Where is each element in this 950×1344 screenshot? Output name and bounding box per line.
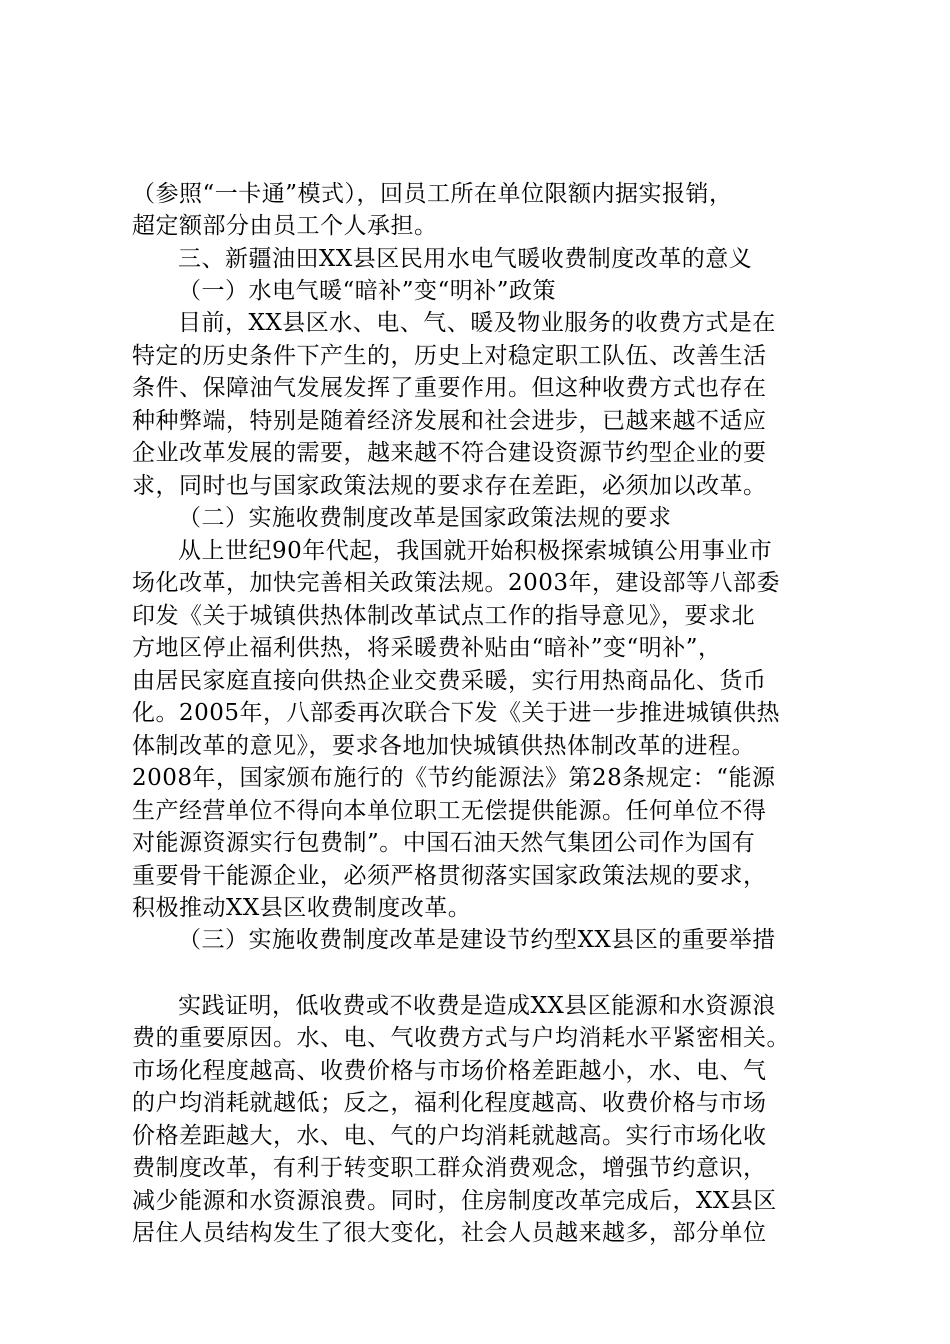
paragraph-line: 减少能源和水资源浪费。同时，住房制度改革完成后，XX县区 — [132, 1188, 777, 1214]
paragraph-line: 由居民家庭直接向供热企业交费采暖，实行用热商品化、货币 — [132, 668, 767, 694]
paragraph-line: 2008年，国家颁布施行的《节约能源法》第28条规定：“能源 — [132, 765, 776, 791]
paragraph-line: 市场化程度越高、收费价格与市场价格差距越小，水、电、气 — [132, 1058, 767, 1084]
paragraph-line: 场化改革，加快完善相关政策法规。2003年，建设部等八部委 — [132, 570, 781, 596]
paragraph-line: 体制改革的意见》，要求各地加快城镇供热体制改革的进程。 — [132, 733, 755, 759]
paragraph-line: 费制度改革，有利于转变职工群众消费观念，增强节约意识， — [132, 1155, 767, 1181]
paragraph-line: 方地区停止福利供热，将采暖费补贴由“暗补”变“明补”， — [132, 635, 722, 661]
paragraph-line: 实践证明，低收费或不收费是造成XX县区能源和水资源浪 — [178, 993, 776, 1019]
paragraph-line: 企业改革发展的需要，越来越不符合建设资源节约型企业的要 — [132, 440, 767, 466]
paragraph-line: 的户均消耗就越低；反之，福利化程度越高、收费价格与市场 — [132, 1090, 767, 1116]
subsection-heading: （二）实施收费制度改革是国家政策法规的要求 — [178, 505, 672, 531]
paragraph-line: 超定额部分由员工个人承担。 — [132, 213, 438, 239]
paragraph-line: 特定的历史条件下产生的，历史上对稳定职工队伍、改善生活 — [132, 343, 767, 369]
paragraph-line: 求，同时也与国家政策法规的要求存在差距，必须加以改革。 — [132, 473, 767, 499]
paragraph-line: （参照“一卡通”模式），回员工所在单位限额内据实报销， — [132, 181, 733, 207]
subsection-heading: （三）实施收费制度改革是建设节约型XX县区的重要举措 — [178, 927, 776, 953]
paragraph-line: 费的重要原因。水、电、气收费方式与户均消耗水平紧密相关。 — [132, 1025, 790, 1051]
subsection-heading: （一）水电气暖“暗补”变“明补”政策 — [178, 278, 557, 304]
paragraph-line: 价格差距越大，水、电、气的户均消耗就越高。实行市场化收 — [132, 1123, 767, 1149]
paragraph-line: 从上世纪90年代起，我国就开始积极探索城镇公用事业市 — [178, 538, 773, 564]
paragraph-line: 生产经营单位不得向本单位职工无偿提供能源。任何单位不得 — [132, 798, 767, 824]
paragraph-line: 目前，XX县区水、电、气、暖及物业服务的收费方式是在 — [178, 310, 776, 336]
paragraph-line: 居住人员结构发生了很大变化，社会人员越来越多，部分单位 — [132, 1220, 767, 1246]
paragraph-line: 化。2005年，八部委再次联合下发《关于进一步推进城镇供热 — [132, 700, 781, 726]
paragraph-line: 条件、保障油气发展发挥了重要作用。但这种收费方式也存在 — [132, 375, 767, 401]
paragraph-line: 重要骨干能源企业，必须严格贯彻落实国家政策法规的要求， — [132, 863, 767, 889]
paragraph-line: 对能源资源实行包费制”。中国石油天然气集团公司作为国有 — [132, 830, 756, 856]
paragraph-line: 印发《关于城镇供热体制改革试点工作的指导意见》，要求北 — [132, 603, 755, 629]
paragraph-line: 积极推动XX县区收费制度改革。 — [132, 895, 472, 921]
paragraph-line: 种种弊端，特别是随着经济发展和社会进步，已越来越不适应 — [132, 408, 767, 434]
section-heading: 三、新疆油田XX县区民用水电气暖收费制度改革的意义 — [178, 246, 753, 272]
